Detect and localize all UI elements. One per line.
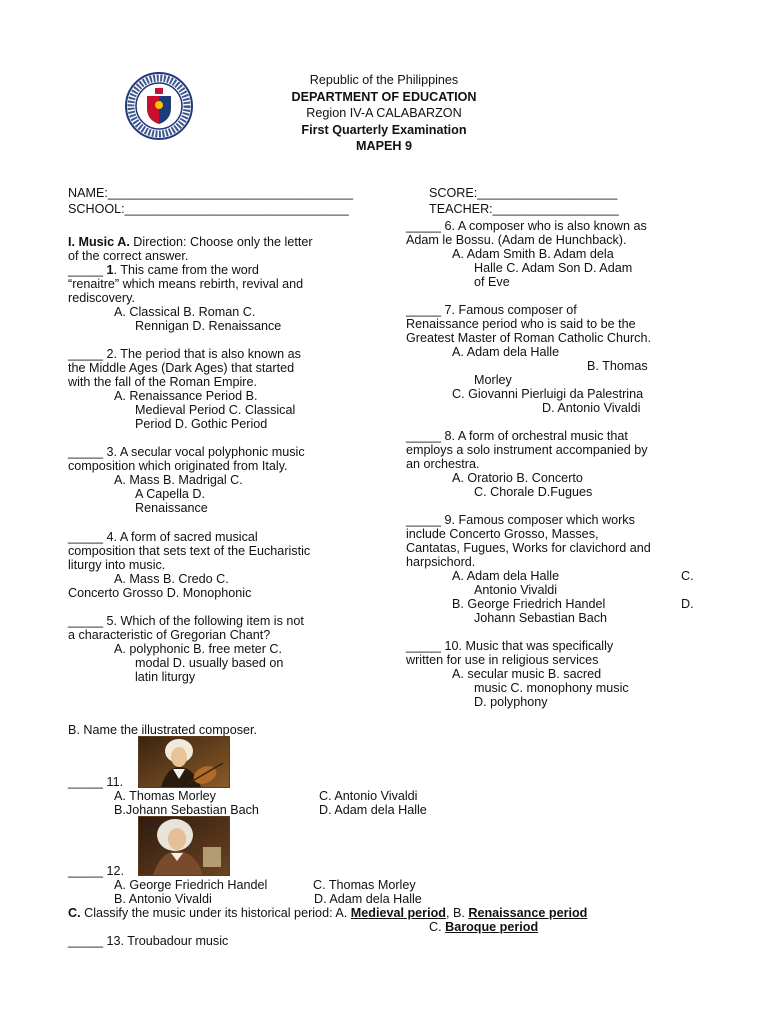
question-5-choices: latin liturgy <box>135 670 196 684</box>
question-12-choice-c: C. Thomas Morley <box>313 878 416 892</box>
section-c-instruction-2: C. Baroque period <box>429 920 539 934</box>
question-8-line: an orchestra. <box>406 457 480 471</box>
handel-portrait-image <box>138 816 230 876</box>
question-9-choices: C. <box>681 569 694 583</box>
question-12-choice-a: A. George Friedrich Handel <box>114 878 268 892</box>
question-12-choice-d: D. Adam dela Halle <box>314 892 422 906</box>
question-6-choices: A. Adam Smith B. Adam dela <box>452 247 614 261</box>
question-9-choices: Johann Sebastian Bach <box>474 611 608 625</box>
question-1: _____ 1. This came from the word <box>68 263 259 277</box>
question-1-choices: A. Classical B. Roman C. <box>114 305 256 319</box>
question-5-choices: modal D. usually based on <box>135 656 284 670</box>
question-11-choice-a: A. Thomas Morley <box>114 789 216 803</box>
question-5-choices: A. polyphonic B. free meter C. <box>114 642 282 656</box>
question-7-choices: Morley <box>474 373 512 387</box>
section-a-direction-2: of the correct answer. <box>68 249 189 263</box>
question-10: _____ 10. Music that was specifically <box>406 639 614 653</box>
score-field[interactable]: SCORE:____________________ <box>429 186 618 200</box>
question-10-choices: D. polyphony <box>474 695 548 709</box>
question-7: _____ 7. Famous composer of <box>406 303 577 317</box>
question-11-choice-b: B.Johann Sebastian Bach <box>114 803 259 817</box>
question-11-choice-d: D. Adam dela Halle <box>319 803 427 817</box>
question-3: _____ 3. A secular vocal polyphonic music <box>68 445 305 459</box>
question-2-choices: A. Renaissance Period B. <box>114 389 258 403</box>
teacher-field[interactable]: TEACHER:__________________ <box>429 202 619 216</box>
question-2-line: the Middle Ages (Dark Ages) that started <box>68 361 295 375</box>
section-c-instruction: C. Classify the music under its historical period: A. Medieval period, B. Renaissance period <box>68 906 588 920</box>
question-9-line: include Concerto Grosso, Masses, <box>406 527 599 541</box>
question-8-choices: C. Chorale D.Fugues <box>474 485 593 499</box>
question-7-choices: A. Adam dela Halle <box>452 345 560 359</box>
question-12-choice-b: B. Antonio Vivaldi <box>114 892 212 906</box>
question-1-line: rediscovery. <box>68 291 135 305</box>
question-8-line: employs a solo instrument accompanied by <box>406 443 648 457</box>
question-6-line: Adam le Bossu. (Adam de Hunchback). <box>406 233 627 247</box>
header-department: DEPARTMENT OF EDUCATION <box>291 89 477 104</box>
period-b-label: Renaissance period <box>468 906 588 920</box>
period-a-label: Medieval period <box>350 906 446 920</box>
question-7-choices: D. Antonio Vivaldi <box>542 401 641 415</box>
question-1-choices: Rennigan D. Renaissance <box>135 319 282 333</box>
question-1-line: “renaitre” which means rebirth, revival and <box>68 277 304 291</box>
question-4-choices: A. Mass B. Credo C. <box>114 572 229 586</box>
question-11-choice-c: C. Antonio Vivaldi <box>319 789 418 803</box>
question-9-choices: A. Adam dela Halle <box>452 569 560 583</box>
question-2-choices: Medieval Period C. Classical <box>135 403 296 417</box>
section-b-heading: B. Name the illustrated composer. <box>68 723 257 737</box>
question-9: _____ 9. Famous composer which works <box>406 513 635 527</box>
section-c-heading: C. <box>68 906 81 920</box>
question-4-choices: Concerto Grosso D. Monophonic <box>68 586 252 600</box>
vivaldi-portrait-image <box>138 736 230 788</box>
question-9-choices: Antonio Vivaldi <box>474 583 558 597</box>
question-4: _____ 4. A form of sacred musical <box>68 530 258 544</box>
question-8: _____ 8. A form of orchestral music that <box>406 429 628 443</box>
question-6-choices: of Eve <box>474 275 510 289</box>
section-a-heading: I. Music A. <box>68 235 130 249</box>
exam-header <box>180 72 588 155</box>
question-9-choices: B. George Friedrich Handel <box>452 597 606 611</box>
period-c-label: Baroque period <box>445 920 539 934</box>
question-7-line: Greatest Master of Roman Catholic Church. <box>406 331 651 345</box>
name-field[interactable]: NAME:___________________________________ <box>68 186 354 200</box>
school-field[interactable]: SCHOOL:________________________________ <box>68 202 349 216</box>
question-9-line: Cantatas, Fugues, Works for clavichord and <box>406 541 651 555</box>
question-7-choices: B. Thomas <box>587 359 648 373</box>
question-3-choices: Renaissance <box>135 501 208 515</box>
header-exam-title: First Quarterly Examination <box>301 122 467 137</box>
question-9-line: harpsichord. <box>406 555 476 569</box>
question-13: _____ 13. Troubadour music <box>68 934 229 948</box>
question-8-choices: A. Oratorio B. Concerto <box>452 471 583 485</box>
question-5-line: a characteristic of Gregorian Chant? <box>68 628 271 642</box>
question-2-line: with the fall of the Roman Empire. <box>68 375 257 389</box>
question-3-line: composition which originated from Italy. <box>68 459 288 473</box>
question-10-line: written for use in religious services <box>406 653 599 667</box>
question-10-choices: A. secular music B. sacred <box>452 667 602 681</box>
question-10-choices: music C. monophony music <box>474 681 629 695</box>
question-6-choices: Halle C. Adam Son D. Adam <box>474 261 633 275</box>
question-4-line: liturgy into music. <box>68 558 166 572</box>
question-9-choices: D. <box>681 597 694 611</box>
question-4-line: composition that sets text of the Eucharistic <box>68 544 311 558</box>
question-2: _____ 2. The period that is also known as <box>68 347 301 361</box>
header-region: Region IV-A CALABARZON <box>306 106 462 120</box>
question-2-choices: Period D. Gothic Period <box>135 417 268 431</box>
section-a-direction: I. Music A. Direction: Choose only the letter <box>68 235 313 249</box>
header-republic: Republic of the Philippines <box>309 73 459 87</box>
header-subject: MAPEH 9 <box>356 139 412 153</box>
question-3-choices: A Capella D. <box>135 487 206 501</box>
question-7-choices: C. Giovanni Pierluigi da Palestrina <box>452 387 644 401</box>
question-7-line: Renaissance period who is said to be the <box>406 317 636 331</box>
question-6: _____ 6. A composer who is also known as <box>406 219 647 233</box>
question-5: _____ 5. Which of the following item is not <box>68 614 304 628</box>
question-3-choices: A. Mass B. Madrigal C. <box>114 473 243 487</box>
question-12: _____ 12. <box>68 864 125 878</box>
question-11: _____ 11. <box>68 775 124 789</box>
